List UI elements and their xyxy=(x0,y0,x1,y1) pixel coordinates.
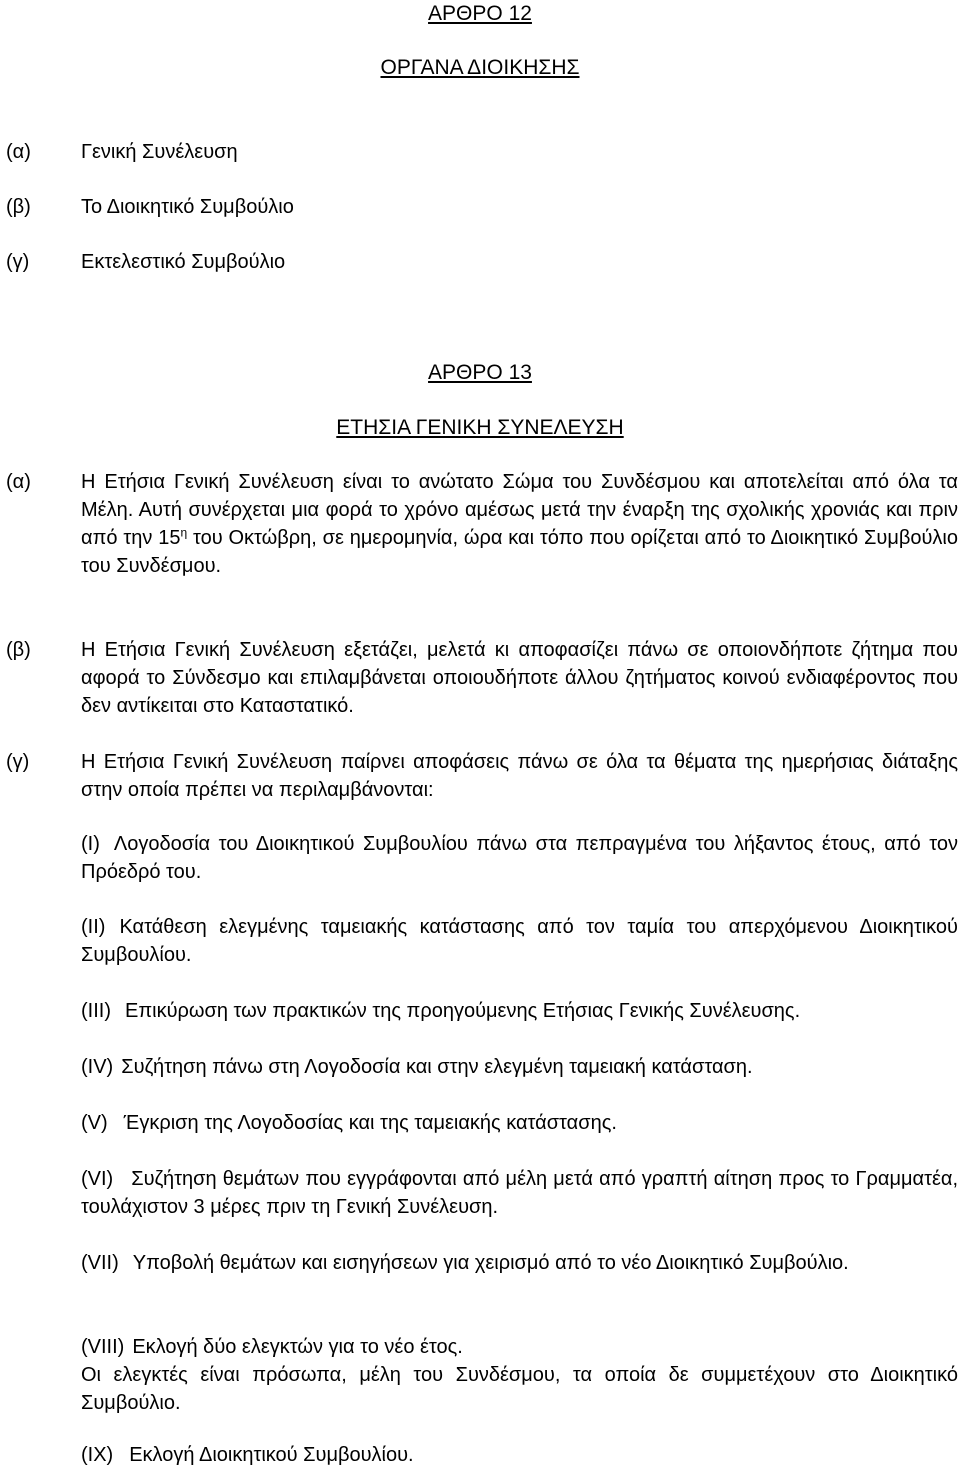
agenda-item-number: (IV) xyxy=(81,1056,114,1078)
agenda-item-text: Συζήτηση θεμάτων που εγγράφονται από μέλη μετά από γραπτή αίτηση προς το Γραμματέα, τουλάχιστον 3 μέρες πριν τη Γενική Συνέλευση. xyxy=(81,1168,958,1218)
agenda-item-text: Συζήτηση πάνω στη Λογοδοσία και στην ελεγμένη ταμειακή κατάσταση. xyxy=(121,1056,753,1078)
agenda-item-number: (V) xyxy=(81,1112,108,1134)
agenda-item-text: Έγκριση της Λογοδοσίας και της ταμειακής κατάστασης. xyxy=(123,1112,617,1134)
agenda-item-text: Κατάθεση ελεγμένης ταμειακής κατάστασης από τον ταμία του απερχόμενου Διοικητικού Συμβουλίου. xyxy=(81,916,958,966)
clause-a-text-start: Η Ετήσια Γενική Συνέλευση είναι το ανώτατο Σώμα του Συνδέσμου και αποτελείται από όλα τα Μέλη. Αυτή συνέρχεται μια φορά το χρόνο αμέσως μετά την έναρξη της σχολικής χρονιάς και πριν από την 15 xyxy=(81,471,958,549)
agenda-item xyxy=(81,1109,958,1137)
list-item-label: (β) xyxy=(6,196,31,218)
agenda-item xyxy=(81,1165,958,1221)
clause-a-text xyxy=(81,468,958,580)
agenda-item-note: Οι ελεγκτές είναι πρόσωπα, μέλη του Συνδέσμου, τα οποία δε συμμετέχουν στο Διοικητικό Συμβούλιο. xyxy=(81,1364,958,1414)
agenda-item xyxy=(81,1249,958,1277)
agenda-item xyxy=(81,997,958,1025)
clause-label: (β) xyxy=(6,639,31,661)
agenda-item-number: (II) xyxy=(81,916,106,938)
clause-b-text: Η Ετήσια Γενική Συνέλευση εξετάζει, μελετά κι αποφασίζει πάνω σε οποιονδήποτε ζήτημα που αφορά το Σύνδεσμο και επιλαμβάνεται οποιουδήποτε άλλου ζητήματος κοινού ενδιαφέροντος που δεν αντίκειται στο Καταστατικό. xyxy=(81,639,958,717)
article-13-subtitle: ΕΤΗΣΙΑ ΓΕΝΙΚΗ ΣΥΝΕΛΕΥΣΗ xyxy=(336,416,624,439)
agenda-item-text: Επικύρωση των πρακτικών της προηγούμενης Ετήσιας Γενικής Συνέλευσης. xyxy=(125,1000,801,1022)
agenda-item-text: Εκλογή Διοικητικού Συμβουλίου. xyxy=(129,1444,414,1466)
clause-a-text-end: του Οκτώβρη, σε ημερομηνία, ώρα και τόπο που ορίζεται από το Διοικητικό Συμβούλιο του Συνδέσμου. xyxy=(81,527,958,577)
list-item: Το Διοικητικό Συμβούλιο xyxy=(81,196,294,218)
agenda-item xyxy=(81,1441,958,1469)
agenda-item-number: (VIII) xyxy=(81,1336,125,1358)
agenda-item xyxy=(81,913,958,969)
ordinal-superscript: η xyxy=(180,525,188,540)
article-12-subtitle: ΟΡΓΑΝΑ ΔΙΟΙΚΗΣΗΣ xyxy=(380,56,580,79)
article-13-title: ΑΡΘΡΟ 13 xyxy=(428,361,532,384)
agenda-item-text: Υποβολή θεμάτων και εισηγήσεων για χειρισμό από το νέο Διοικητικό Συμβούλιο. xyxy=(132,1252,849,1274)
article-12-title: ΑΡΘΡΟ 12 xyxy=(428,2,532,25)
agenda-item-number: (IX) xyxy=(81,1444,114,1466)
list-item-label: (α) xyxy=(6,141,31,163)
list-item-label: (γ) xyxy=(6,251,30,273)
clause-c-text: Η Ετήσια Γενική Συνέλευση παίρνει αποφάσεις πάνω σε όλα τα θέματα της ημερήσιας διάταξης στην οποία πρέπει να περιλαμβάνονται: xyxy=(81,751,958,801)
agenda-item-number: (III) xyxy=(81,1000,111,1022)
agenda-item-number: (VI) xyxy=(81,1168,114,1190)
agenda-item xyxy=(81,830,958,886)
agenda-item-text: Λογοδοσία του Διοικητικού Συμβουλίου πάνω στα πεπραγμένα του λήξαντος έτους, από τον Πρόεδρό του. xyxy=(81,833,958,883)
agenda-item-number: (I) xyxy=(81,833,100,855)
list-item: Γενική Συνέλευση xyxy=(81,141,238,163)
clause-label: (γ) xyxy=(6,751,30,773)
list-item: Εκτελεστικό Συμβούλιο xyxy=(81,251,286,273)
agenda-item-number: (VII) xyxy=(81,1252,119,1274)
clause-label: (α) xyxy=(6,471,31,493)
agenda-item-text: Εκλογή δύο ελεγκτών για το νέο έτος. xyxy=(132,1336,463,1358)
agenda-item xyxy=(81,1333,958,1417)
agenda-item xyxy=(81,1053,958,1081)
